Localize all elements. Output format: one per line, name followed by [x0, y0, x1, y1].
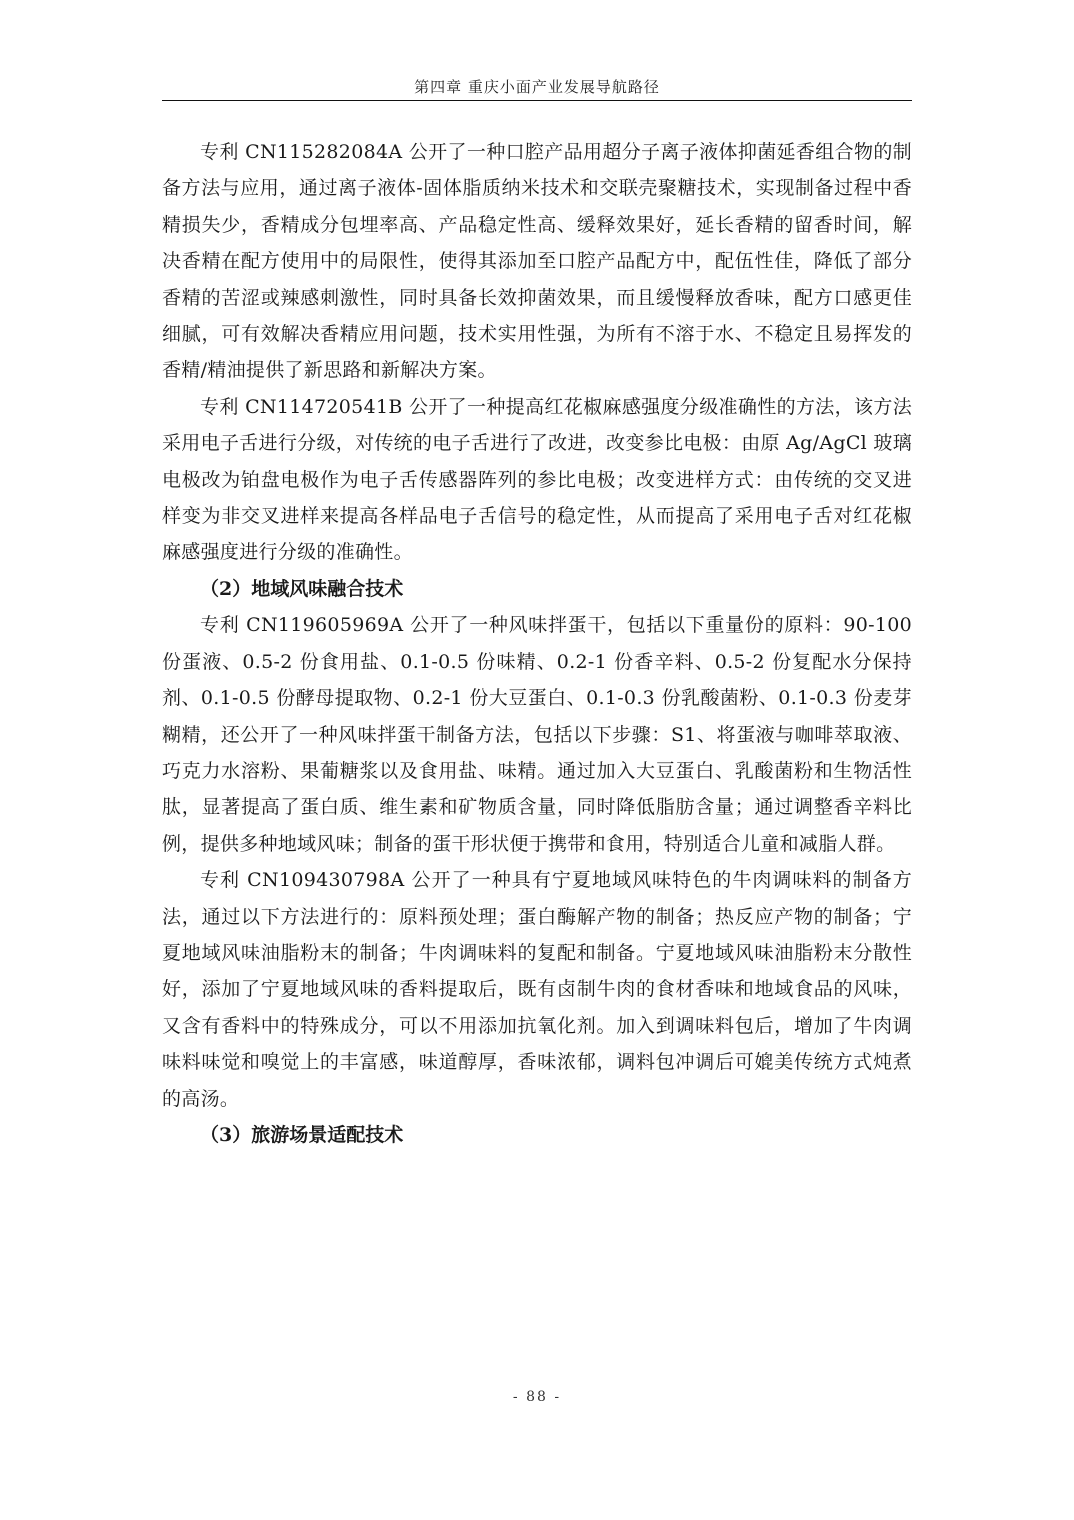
paragraph-patent-cn119605969a: 专利 CN119605969A 公开了一种风味拌蛋干，包括以下重量份的原料：90-100 份蛋液、0.5-2 份食用盐、0.1-0.5 份味精、0.2-1 份香辛料、0.5-2 份复配水分保持剂、0.1-0.5 份酵母提取物、0.2-1 份大豆蛋白、0.1-0.3 份乳酸菌粉、0.1-0.3 份麦芽糊精，还公开了一种风味拌蛋干制备方法，包括以下步骤：S1、将蛋液与咖啡萃取液、巧克力水溶粉、果葡糖浆以及食用盐、味精。通过加入大豆蛋白、乳酸菌粉和生物活性肽，显著提高了蛋白质、维生素和矿物质含量，同时降低脂肪含量；通过调整香辛料比例，提供多种地域风味；制备的蛋干形状便于携带和食用，特别适合儿童和减脂人群。: [162, 614, 912, 855]
page-header: 第四章 重庆小面产业发展导航路径: [414, 78, 660, 96]
section-heading-regional-flavor: （2）地域风味融合技术: [200, 577, 404, 600]
paragraph-patent-cn109430798a: 专利 CN109430798A 公开了一种具有宁夏地域风味特色的牛肉调味料的制备方法，通过以下方法进行的：原料预处理；蛋白酶解产物的制备；热反应产物的制备；宁夏地域风味油脂粉末的制备；牛肉调味料的复配和制备。宁夏地域风味油脂粉末分散性好，添加了宁夏地域风味的香料提取后，既有卤制牛肉的食材香味和地域食品的风味，又含有香料中的特殊成分，可以不用添加抗氧化剂。加入到调味料包后，增加了牛肉调味料味觉和嗅觉上的丰富感，味道醇厚，香味浓郁，调料包冲调后可媲美传统方式炖煮的高汤。: [162, 869, 912, 1110]
paragraph-patent-cn115282084a: 专利 CN115282084A 公开了一种口腔产品用超分子离子液体抑菌延香组合物的制备方法与应用，通过离子液体-固体脂质纳米技术和交联壳聚糖技术，实现制备过程中香精损失少，香精成分包埋率高、产品稳定性高、缓释效果好，延长香精的留香时间，解决香精在配方使用中的局限性，使得其添加至口腔产品配方中，配伍性佳，降低了部分香精的苦涩或辣感刺激性，同时具备长效抑菌效果，而且缓慢释放香味，配方口感更佳细腻，可有效解决香精应用问题，技术实用性强，为所有不溶于水、不稳定且易挥发的香精/精油提供了新思路和新解决方案。: [162, 141, 912, 382]
page-number: - 88 -: [512, 1389, 562, 1405]
paragraph-patent-cn114720541b: 专利 CN114720541B 公开了一种提高红花椒麻感强度分级准确性的方法，该方法采用电子舌进行分级，对传统的电子舌进行了改进，改变参比电极：由原 Ag/AgCl 玻璃电极改为铂盘电极作为电子舌传感器阵列的参比电极；改变进样方式：由传统的交叉进样变为非交叉进样来提高各样品电子舌信号的稳定性，从而提高了采用电子舌对红花椒麻感强度进行分级的准确性。: [162, 395, 912, 564]
header-divider: [162, 100, 912, 101]
document-body: [162, 134, 912, 1153]
section-heading-tourism-scene: （3）旅游场景适配技术: [200, 1123, 404, 1146]
